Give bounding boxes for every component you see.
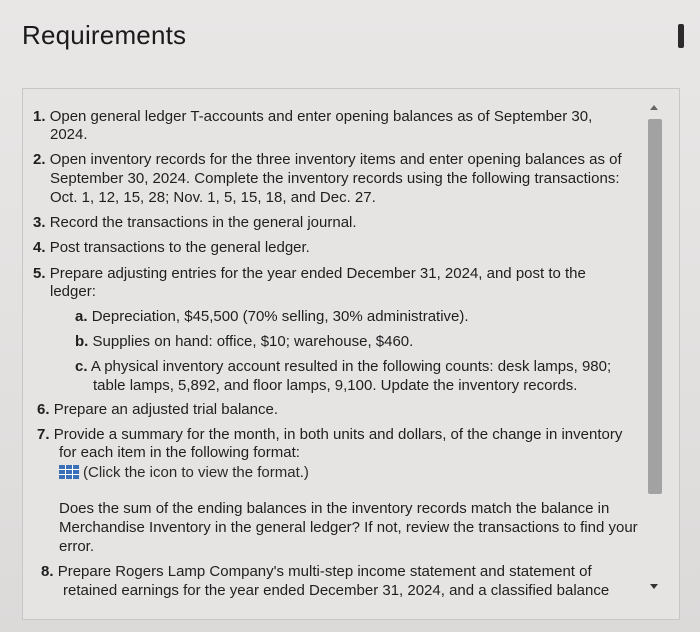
req-3-line-1: 3. Record the transactions in the general journal.	[33, 214, 357, 231]
req-4-line-1: 4. Post transactions to the general ledger.	[33, 239, 310, 256]
req-7-line-1: 7. Provide a summary for the month, in both units and dollars, of the change in inventory	[37, 426, 623, 443]
req-5-line-1: 5. Prepare adjusting entries for the year ended December 31, 2024, and post to the	[33, 265, 586, 282]
req-2-line-2: September 30, 2024. Complete the inventory records using the following transactions:	[50, 170, 620, 187]
req-7-line-2: for each item in the following format:	[59, 444, 300, 461]
note-7-line-2: Merchandise Inventory in the general ledger? If not, review the transactions to find your	[59, 519, 638, 536]
req-5b-line-1: b. Supplies on hand: office, $10; warehouse, $460.	[75, 333, 414, 350]
req-1-line-2: 2024.	[50, 126, 88, 143]
req-2-line-3: Oct. 1, 12, 15, 28; Nov. 1, 5, 15, 18, and Dec. 27.	[50, 189, 376, 206]
scroll-up-icon[interactable]	[650, 105, 658, 110]
req-5c-line-1: c. A physical inventory account resulted in the following counts: desk lamps, 980;	[75, 358, 612, 375]
view-format-link[interactable]: (Click the icon to view the format.)	[59, 463, 309, 482]
note-7-line-3: error.	[59, 538, 95, 555]
req-5-line-2: ledger:	[50, 283, 96, 300]
req-2-line-1: 2. Open inventory records for the three inventory items and enter opening balances as of	[33, 151, 622, 168]
requirements-panel	[22, 88, 680, 620]
scrollbar-thumb[interactable]	[648, 119, 662, 494]
req-5a-line-1: a. Depreciation, $45,500 (70% selling, 30% administrative).	[75, 308, 469, 325]
req-5c-line-2: table lamps, 5,892, and floor lamps, 9,100. Update the inventory records.	[93, 377, 578, 394]
vertical-scrollbar[interactable]	[645, 99, 667, 604]
minimize-icon[interactable]	[678, 24, 684, 48]
scroll-down-icon[interactable]	[650, 584, 658, 589]
note-7-line-1: Does the sum of the ending balances in the inventory records match the balance in	[59, 500, 610, 517]
table-icon[interactable]	[59, 465, 79, 479]
req-1-line-1: 1. Open general ledger T-accounts and enter opening balances as of September 30,	[33, 108, 593, 125]
req-8-line-1: 8. Prepare Rogers Lamp Company's multi-step income statement and statement of	[41, 563, 592, 580]
req-8-line-2: retained earnings for the year ended December 31, 2024, and a classified balance	[63, 582, 610, 599]
req-6-line-1: 6. Prepare an adjusted trial balance.	[37, 401, 278, 418]
page-title: Requirements	[22, 20, 187, 50]
